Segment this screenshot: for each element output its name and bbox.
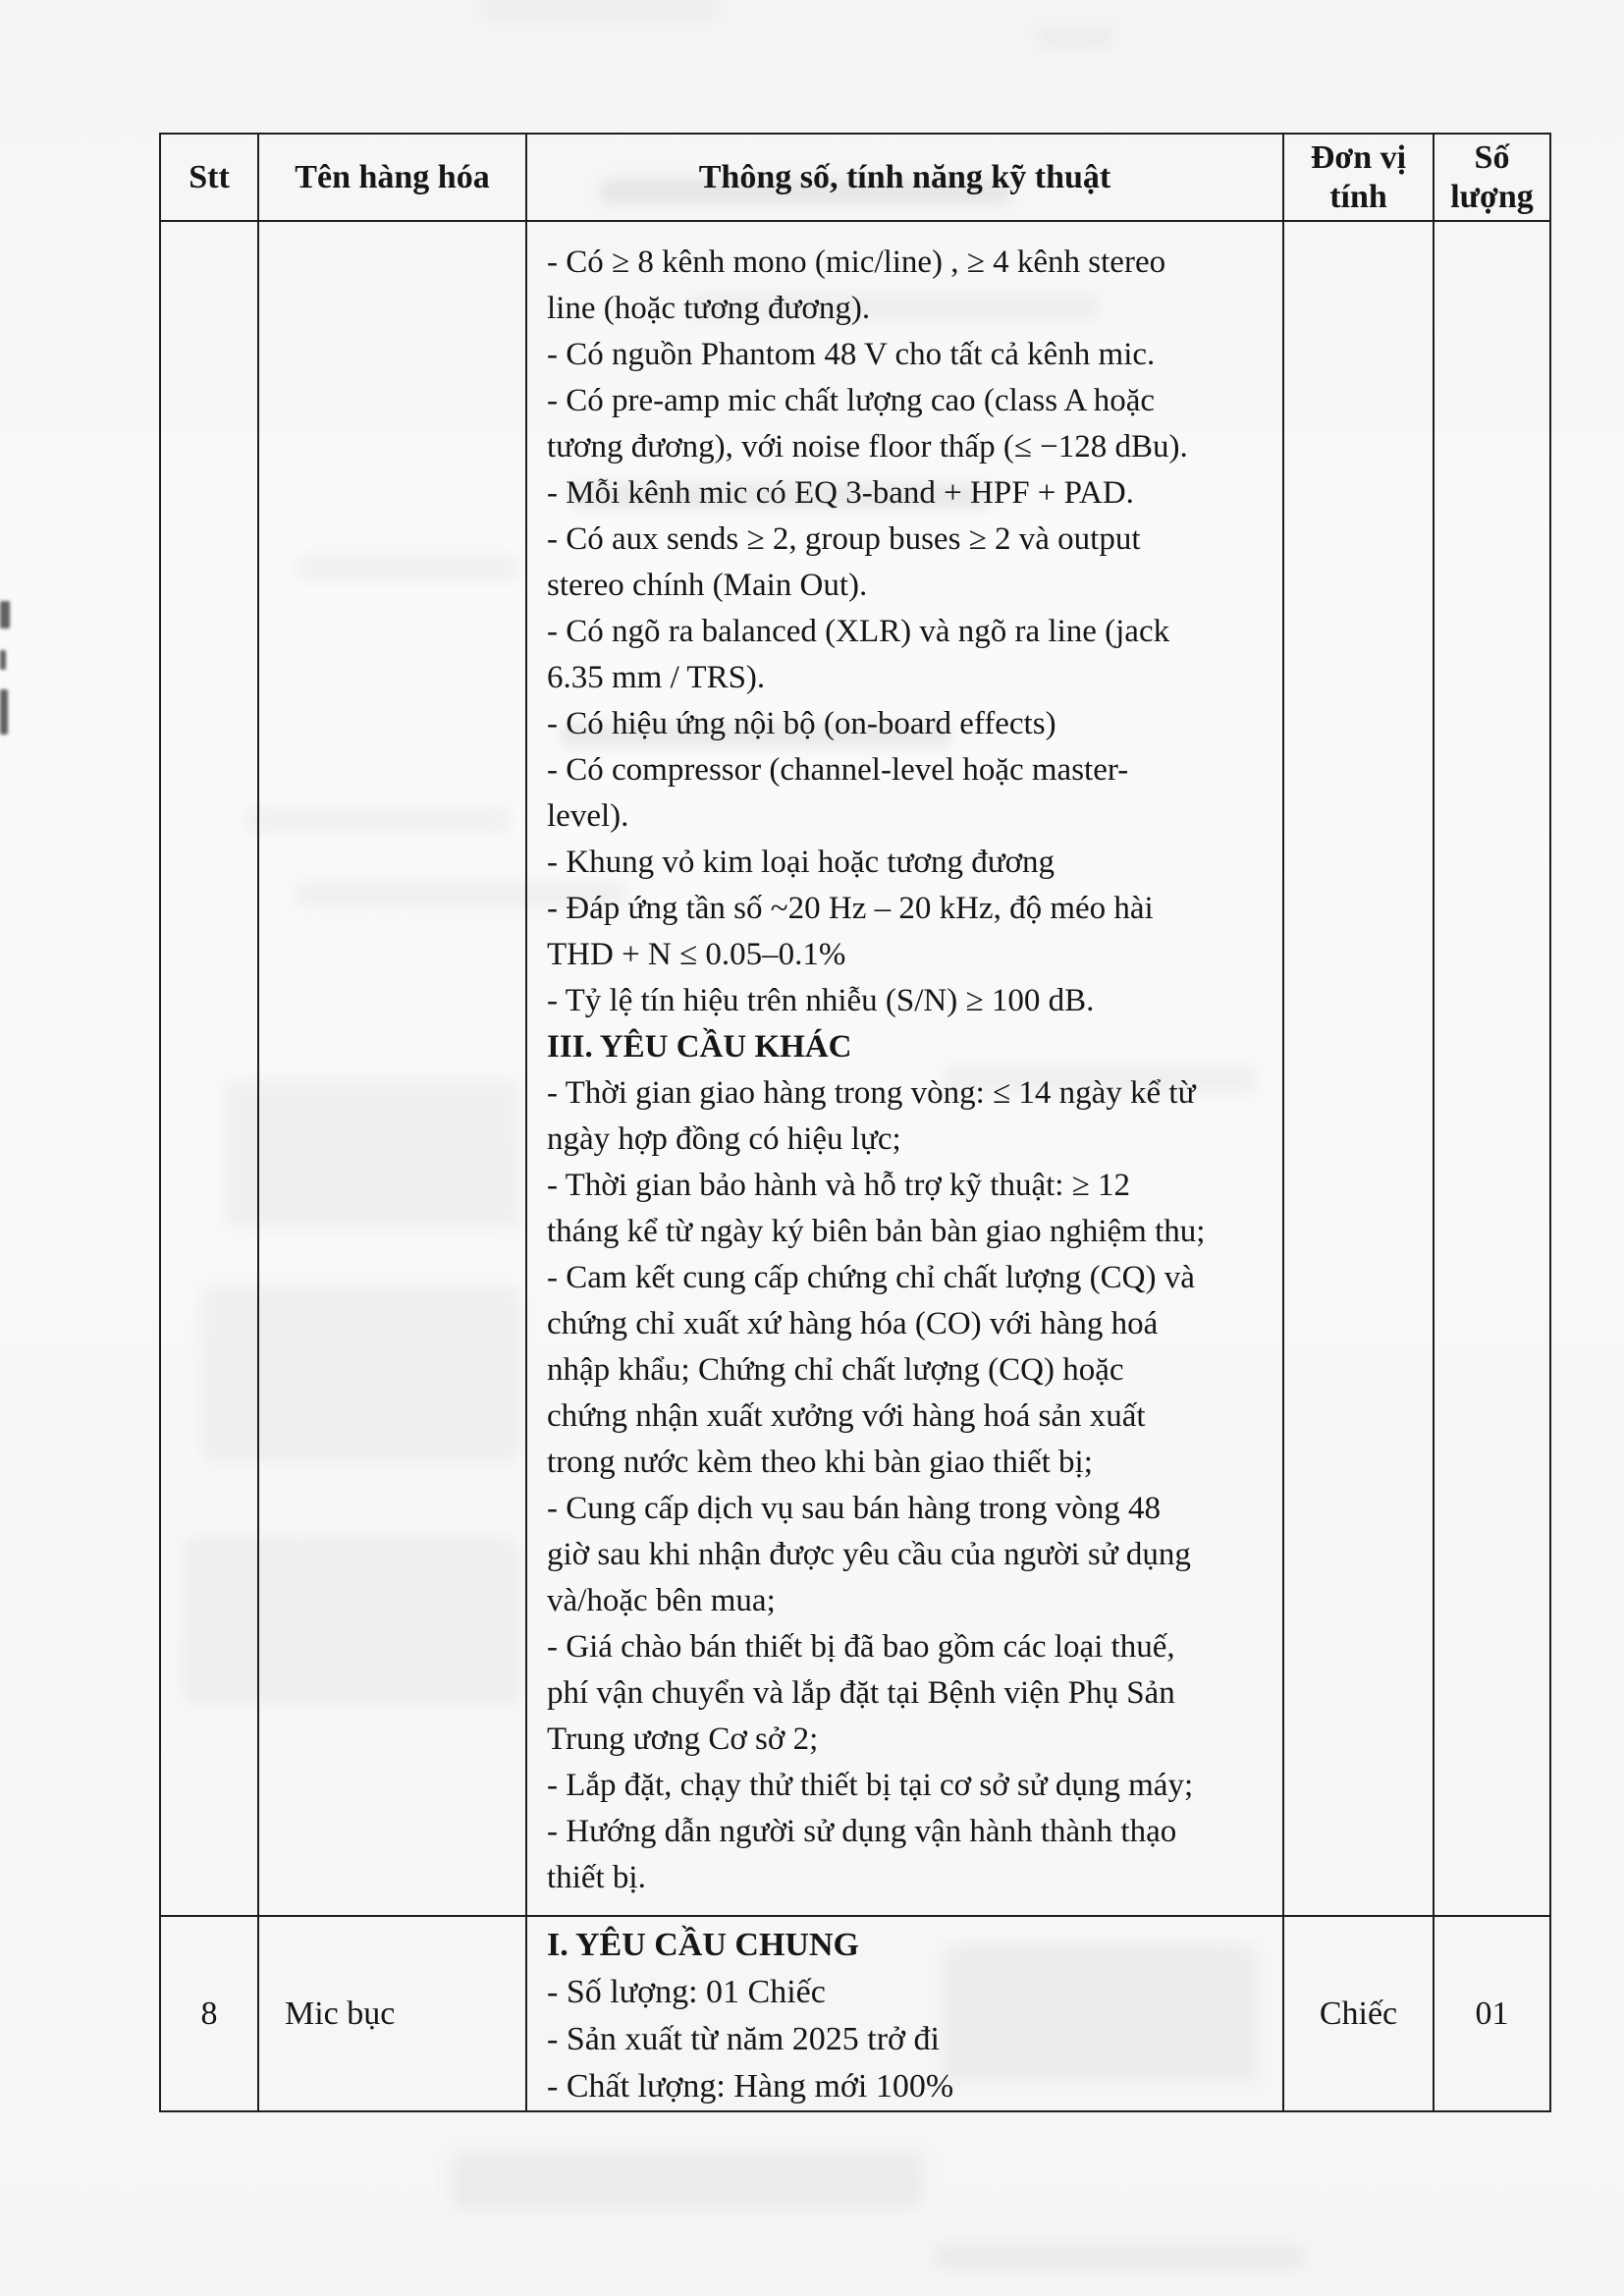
table-header-row [160,134,1550,221]
spec-line: - Sản xuất từ năm 2025 trở đi [547,2021,940,2057]
spec-line: chứng chỉ xuất xứ hàng hóa (CO) với hàng hoá [547,1306,1159,1341]
quantity-cell [1434,221,1550,1916]
section-heading: III. YÊU CẦU KHÁC [547,1029,852,1065]
spec-line: - Hướng dẫn người sử dụng vận hành thành thạo [547,1814,1177,1849]
spec-line: - Giá chào bán thiết bị đã bao gồm các loại thuế, [547,1629,1175,1665]
spec-line: - Mỗi kênh mic có EQ 3-band + HPF + PAD. [547,475,1134,511]
header-specs: Thông số, tính năng kỹ thuật [526,134,1283,221]
spec-line: thiết bị. [547,1860,646,1895]
spec-line: level). [547,798,629,834]
spec-line: - Khung vỏ kim loại hoặc tương đương [547,845,1056,880]
item-name-cell [258,221,526,1916]
spec-line: nhập khẩu; Chứng chỉ chất lượng (CQ) hoặc [547,1352,1124,1388]
spec-line: - Có pre-amp mic chất lượng cao (class A hoặc [547,383,1156,418]
table-row [160,1916,1550,2111]
spec-line: - Có ngõ ra balanced (XLR) và ngõ ra line (jack [547,614,1170,649]
spec-line: phí vận chuyển và lắp đặt tại Bệnh viện Phụ Sản [547,1675,1175,1711]
spec-line: - Thời gian giao hàng trong vòng: ≤ 14 ngày kể từ [547,1075,1196,1111]
spec-cell [526,221,1283,1916]
spec-line: - Cung cấp dịch vụ sau bán hàng trong vòng 48 [547,1491,1162,1526]
quantity-cell: 01 [1434,1916,1550,2111]
scan-artifact [1036,29,1114,47]
spec-line: - Có compressor (channel-level hoặc master- [547,752,1129,788]
spec-line: và/hoặc bên mua; [547,1583,776,1618]
spec-line: giờ sau khi nhận được yêu cầu của người sử dụng [547,1537,1191,1572]
unit-cell [1283,221,1434,1916]
table-body [160,221,1550,2111]
spec-line: - Có aux sends ≥ 2, group buses ≥ 2 và output [547,521,1141,557]
section-heading: I. YÊU CẦU CHUNG [547,1927,859,1963]
spec-line: - Có hiệu ứng nội bộ (on-board effects) [547,706,1056,741]
scan-artifact [0,601,10,629]
spec-line: - Đáp ứng tần số ~20 Hz – 20 kHz, độ méo hài [547,891,1154,926]
spec-line: chứng nhận xuất xưởng với hàng hoá sản xuất [547,1398,1146,1434]
table-row [160,221,1550,1916]
scan-artifact [0,689,8,735]
scan-artifact [0,650,6,670]
spec-line: line (hoặc tương đương). [547,291,871,326]
spec-line: - Tỷ lệ tín hiệu trên nhiễu (S/N) ≥ 100 dB. [547,983,1095,1018]
stt-cell [160,221,258,1916]
scan-artifact [481,0,717,16]
spec-table [159,133,1551,2112]
spec-line: tương đương), với noise floor thấp (≤ −128 dBu). [547,429,1188,465]
item-name-cell: Mic bục [258,1916,526,2111]
spec-line: Trung ương Cơ sở 2; [547,1722,819,1757]
spec-line: - Có nguồn Phantom 48 V cho tất cả kênh mic. [547,337,1156,372]
spec-line: - Thời gian bảo hành và hỗ trợ kỹ thuật: ≥ 12 [547,1168,1131,1203]
header-unit: Đơn vị tính [1283,134,1434,221]
header-quantity: Số lượng [1434,134,1550,221]
stt-cell: 8 [160,1916,258,2111]
spec-line: tháng kể từ ngày ký biên bản bàn giao nghiệm thu; [547,1214,1206,1249]
spec-cell [526,1916,1283,2111]
spec-line: ngày hợp đồng có hiệu lực; [547,1121,901,1157]
spec-line: 6.35 mm / TRS). [547,660,766,695]
scan-artifact [933,2244,1306,2269]
spec-line: - Cam kết cung cấp chứng chỉ chất lượng (CQ) và [547,1260,1195,1295]
scan-artifact [452,2151,923,2210]
spec-line: THD + N ≤ 0.05–0.1% [547,937,846,972]
spec-line: - Lắp đặt, chạy thử thiết bị tại cơ sở sử dụng máy; [547,1768,1194,1803]
spec-line: trong nước kèm theo khi bàn giao thiết bị; [547,1445,1093,1480]
header-stt: Stt [160,134,258,221]
spec-line: - Số lượng: 01 Chiếc [547,1974,826,2010]
spec-line: - Chất lượng: Hàng mới 100% [547,2068,954,2105]
spec-line: stereo chính (Main Out). [547,568,868,603]
spec-line: - Có ≥ 8 kênh mono (mic/line) , ≥ 4 kênh stereo [547,245,1166,280]
unit-cell: Chiếc [1283,1916,1434,2111]
header-item-name: Tên hàng hóa [258,134,526,221]
